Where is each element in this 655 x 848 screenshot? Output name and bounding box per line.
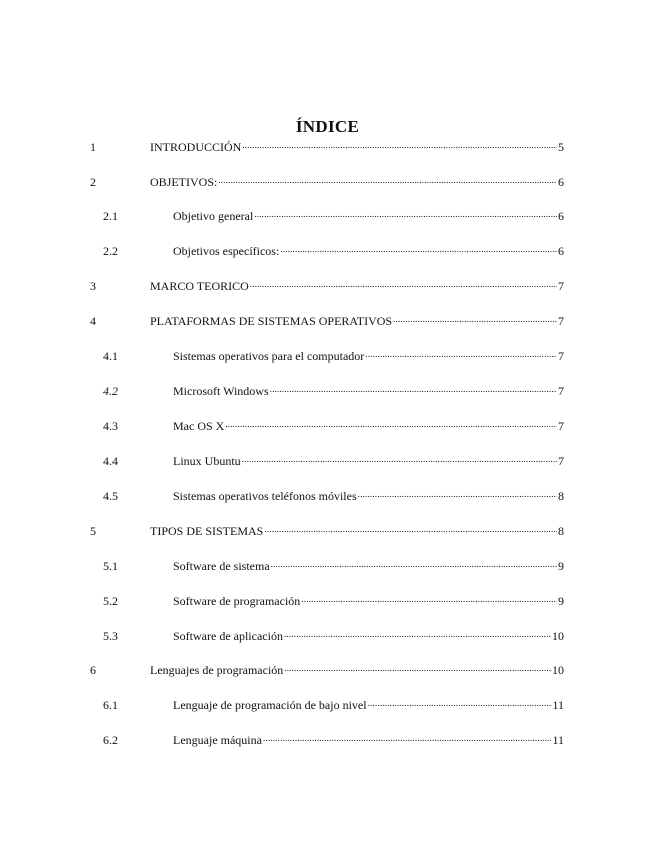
toc-entry[interactable] bbox=[0, 313, 655, 329]
toc-entry-number: 1 bbox=[90, 140, 96, 154]
toc-entry-line bbox=[173, 628, 564, 644]
toc-entry-line bbox=[173, 208, 564, 224]
toc-entry[interactable] bbox=[0, 662, 655, 678]
dot-leader bbox=[250, 275, 557, 291]
toc-entry-page: 7 bbox=[558, 314, 564, 328]
toc-entry-line bbox=[173, 383, 564, 399]
toc-entry-label: INTRODUCCIÓN bbox=[150, 140, 242, 154]
toc-entry[interactable] bbox=[0, 208, 655, 224]
toc-entry-line bbox=[150, 523, 564, 539]
dot-leader bbox=[242, 450, 557, 466]
toc-entry-page: 7 bbox=[558, 454, 564, 468]
toc-entry-line bbox=[150, 313, 564, 329]
toc-entry-number: 5.2 bbox=[103, 594, 118, 608]
toc-entry-page: 6 bbox=[558, 209, 564, 223]
toc-entry-line bbox=[173, 697, 564, 713]
toc-entry-number: 4.2 bbox=[103, 384, 118, 398]
toc-entry[interactable] bbox=[0, 523, 655, 539]
toc-entry-number: 6.1 bbox=[103, 698, 118, 712]
toc-entry-line bbox=[173, 348, 564, 364]
toc-entry-number: 2.2 bbox=[103, 244, 118, 258]
dot-leader bbox=[368, 694, 552, 710]
toc-entry-page: 10 bbox=[552, 663, 564, 677]
toc-entry-label: Sistemas operativos para el computador bbox=[173, 349, 365, 363]
toc-entry-number: 4.3 bbox=[103, 419, 118, 433]
toc-entry-page: 8 bbox=[558, 524, 564, 538]
dot-leader bbox=[284, 659, 551, 675]
toc-entry-number: 5 bbox=[90, 524, 96, 538]
toc-entry-number: 4.1 bbox=[103, 349, 118, 363]
toc-entry-label: Linux Ubuntu bbox=[173, 454, 241, 468]
toc-entry-page: 8 bbox=[558, 489, 564, 503]
toc-entry-label: TIPOS DE SISTEMAS bbox=[150, 524, 264, 538]
toc-entry-number: 4.5 bbox=[103, 489, 118, 503]
toc-entry-label: MARCO TEORICO bbox=[150, 279, 249, 293]
toc-entry-label: Lenguaje de programación de bajo nivel bbox=[173, 698, 367, 712]
toc-entry-page: 11 bbox=[552, 698, 564, 712]
toc-entry-label: Software de sistema bbox=[173, 559, 270, 573]
toc-entry[interactable] bbox=[0, 348, 655, 364]
toc-entry[interactable] bbox=[0, 558, 655, 574]
toc-entry[interactable] bbox=[0, 488, 655, 504]
toc-entry-number: 5.1 bbox=[103, 559, 118, 573]
toc-entry-label: Objetivo general bbox=[173, 209, 254, 223]
toc-entry-page: 10 bbox=[552, 629, 564, 643]
toc-entry-number: 6.2 bbox=[103, 733, 118, 747]
toc-entry-page: 7 bbox=[558, 349, 564, 363]
toc-entry-label: PLATAFORMAS DE SISTEMAS OPERATIVOS bbox=[150, 314, 393, 328]
toc-entry-label: Lenguaje máquina bbox=[173, 733, 262, 747]
toc-entry-label: Software de aplicación bbox=[173, 629, 283, 643]
toc-entry-line bbox=[150, 174, 564, 190]
toc-entry-label: Software de programación bbox=[173, 594, 301, 608]
toc-entry[interactable] bbox=[0, 418, 655, 434]
toc-entry-page: 6 bbox=[558, 244, 564, 258]
toc-entry[interactable] bbox=[0, 383, 655, 399]
toc-entry-line bbox=[173, 418, 564, 434]
toc-entry-line bbox=[173, 732, 564, 748]
toc-entry-number: 4 bbox=[90, 314, 96, 328]
toc-entry-page: 11 bbox=[552, 733, 564, 747]
dot-leader bbox=[264, 520, 557, 536]
dot-leader bbox=[284, 625, 551, 641]
toc-entry[interactable] bbox=[0, 278, 655, 294]
toc-entry-number: 4.4 bbox=[103, 454, 118, 468]
toc-entry-page: 9 bbox=[558, 559, 564, 573]
toc-entry-page: 5 bbox=[558, 140, 564, 154]
dot-leader bbox=[263, 729, 551, 745]
toc-entry-label: Sistemas operativos teléfonos móviles bbox=[173, 489, 357, 503]
toc-entry-line bbox=[173, 453, 564, 469]
toc-entry[interactable] bbox=[0, 593, 655, 609]
dot-leader bbox=[270, 380, 557, 396]
dot-leader bbox=[225, 415, 557, 431]
toc-entry[interactable] bbox=[0, 628, 655, 644]
toc-entry-number: 5.3 bbox=[103, 629, 118, 643]
dot-leader bbox=[218, 171, 557, 187]
toc-entry-line bbox=[150, 139, 564, 155]
toc-entry-number: 3 bbox=[90, 279, 96, 293]
dot-leader bbox=[365, 345, 557, 361]
toc-entry-line bbox=[173, 488, 564, 504]
toc-entry-number: 6 bbox=[90, 663, 96, 677]
dot-leader bbox=[254, 205, 557, 221]
dot-leader bbox=[393, 310, 557, 326]
toc-entry-line bbox=[150, 278, 564, 294]
dot-leader bbox=[358, 485, 557, 501]
toc-entry-label: Objetivos específicos: bbox=[173, 244, 280, 258]
toc-entry-number: 2.1 bbox=[103, 209, 118, 223]
toc-entry[interactable] bbox=[0, 453, 655, 469]
toc-entry-page: 6 bbox=[558, 175, 564, 189]
toc-entry-line bbox=[173, 243, 564, 259]
toc-entry-page: 7 bbox=[558, 384, 564, 398]
toc-entry[interactable] bbox=[0, 174, 655, 190]
toc-entry[interactable] bbox=[0, 697, 655, 713]
dot-leader bbox=[242, 136, 557, 152]
toc-entry-label: Lenguajes de programación bbox=[150, 663, 284, 677]
toc-entry-line bbox=[173, 558, 564, 574]
toc-entry-label: Microsoft Windows bbox=[173, 384, 269, 398]
toc-entry-label: OBJETIVOS: bbox=[150, 175, 218, 189]
toc-entry-number: 2 bbox=[90, 175, 96, 189]
toc-entry-line bbox=[150, 662, 564, 678]
toc-entry[interactable] bbox=[0, 139, 655, 155]
toc-entry-page: 9 bbox=[558, 594, 564, 608]
toc-entry-page: 7 bbox=[558, 279, 564, 293]
toc-entry[interactable] bbox=[0, 243, 655, 259]
dot-leader bbox=[301, 590, 557, 606]
dot-leader bbox=[271, 555, 557, 571]
page-title: ÍNDICE bbox=[295, 117, 360, 136]
dot-leader bbox=[280, 240, 557, 256]
toc-entry-page: 7 bbox=[558, 419, 564, 433]
toc-entry[interactable] bbox=[0, 732, 655, 748]
toc-entry-line bbox=[173, 593, 564, 609]
toc-entry-label: Mac OS X bbox=[173, 419, 225, 433]
